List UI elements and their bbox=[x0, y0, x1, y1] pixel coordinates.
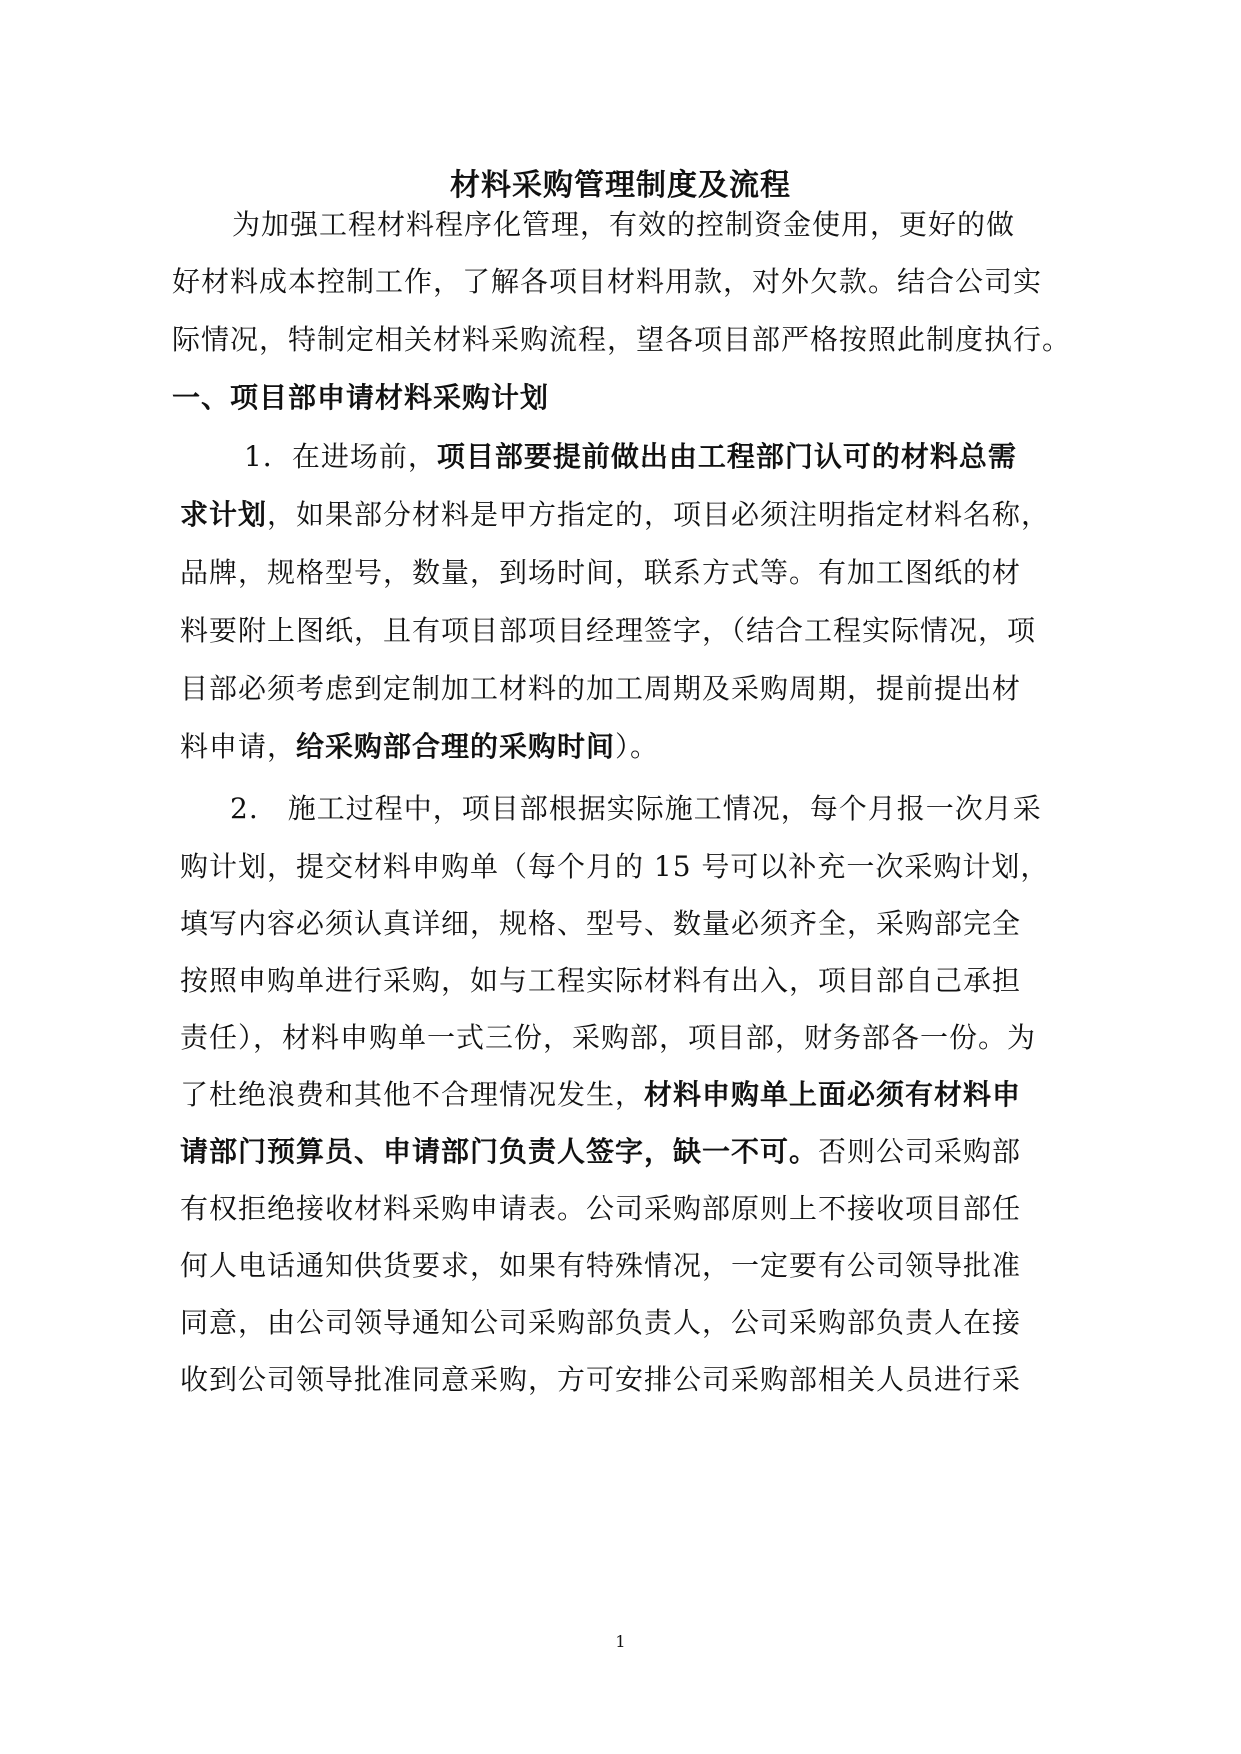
item1-line-2-plain: ，如果部分材料是甲方指定的，项目必须注明指定材料名称， bbox=[267, 498, 1051, 531]
item1-line-1 bbox=[244, 437, 1017, 477]
item2-line-7-bold: 请部门预算员、申请部门负责人签字，缺一不可。 bbox=[180, 1135, 819, 1168]
item2-line-5: 责任），材料申购单一式三份，采购部，项目部，财务部各一份。为 bbox=[180, 1021, 1037, 1054]
item2-line-6-plain: 了杜绝浪费和其他不合理情况发生， bbox=[180, 1078, 645, 1111]
item2-line-1: 2. 施工过程中，项目部根据实际施工情况，每个月报一次月采 bbox=[230, 792, 1042, 825]
item2-line-11: 收到公司领导批准同意采购，方可安排公司采购部相关人员进行采 bbox=[180, 1363, 1022, 1396]
item2-line-8: 有权拒绝接收材料采购申请表。公司采购部原则上不接收项目部任 bbox=[180, 1192, 1022, 1225]
page-number: 1 bbox=[615, 1632, 626, 1651]
item2-line-10: 同意，由公司领导通知公司采购部负责人，公司采购部负责人在接 bbox=[180, 1306, 1022, 1339]
item2-line-7-plain: 否则公司采购部 bbox=[818, 1135, 1022, 1168]
intro-line-2: 好材料成本控制工作，了解各项目材料用款，对外欠款。结合公司实 bbox=[172, 265, 1043, 298]
item2-line-9: 何人电话通知供货要求，如果有特殊情况，一定要有公司领导批准 bbox=[180, 1249, 1022, 1282]
item2-line-4: 按照申购单进行采购，如与工程实际材料有出入，项目部自己承担 bbox=[180, 964, 1022, 997]
item1-line-6-end: ）。 bbox=[615, 730, 660, 763]
item1-line-1-plain: 1．在进场前， bbox=[244, 440, 437, 473]
item1-line-1-bold: 项目部要提前做出由工程部门认可的材料总需 bbox=[436, 440, 1017, 473]
section-heading-1: 一、项目部申请材料采购计划 bbox=[172, 381, 550, 414]
intro-line-1: 为加强工程材料程序化管理，有效的控制资金使用，更好的做 bbox=[232, 208, 1016, 241]
item1-line-2-bold: 求计划 bbox=[180, 498, 268, 531]
item2-line-6 bbox=[180, 1075, 1021, 1115]
item1-line-2 bbox=[180, 495, 1050, 535]
intro-line-3: 际情况，特制定相关材料采购流程，望各项目部严格按照此制度执行。 bbox=[172, 323, 1072, 356]
item2-line-2: 购计划，提交材料申购单（每个月的 15 号可以补充一次采购计划， bbox=[180, 850, 1050, 883]
document-title: 材料采购管理制度及流程 bbox=[450, 168, 791, 203]
item1-line-6 bbox=[180, 727, 659, 767]
item2-line-3: 填写内容必须认真详细，规格、型号、数量必须齐全，采购部完全 bbox=[180, 907, 1022, 940]
item1-line-5: 目部必须考虑到定制加工材料的加工周期及采购周期，提前提出材 bbox=[180, 672, 1022, 705]
item2-line-6-bold: 材料申购单上面必须有材料申 bbox=[644, 1078, 1022, 1111]
item1-line-6-bold: 给采购部合理的采购时间 bbox=[296, 730, 616, 763]
item1-line-6-plain: 料申请， bbox=[180, 730, 297, 763]
item1-line-3: 品牌，规格型号，数量，到场时间，联系方式等。有加工图纸的材 bbox=[180, 556, 1022, 589]
item2-line-7 bbox=[180, 1132, 1021, 1172]
item1-line-4: 料要附上图纸，且有项目部项目经理签字，（结合工程实际情况，项 bbox=[180, 614, 1037, 647]
